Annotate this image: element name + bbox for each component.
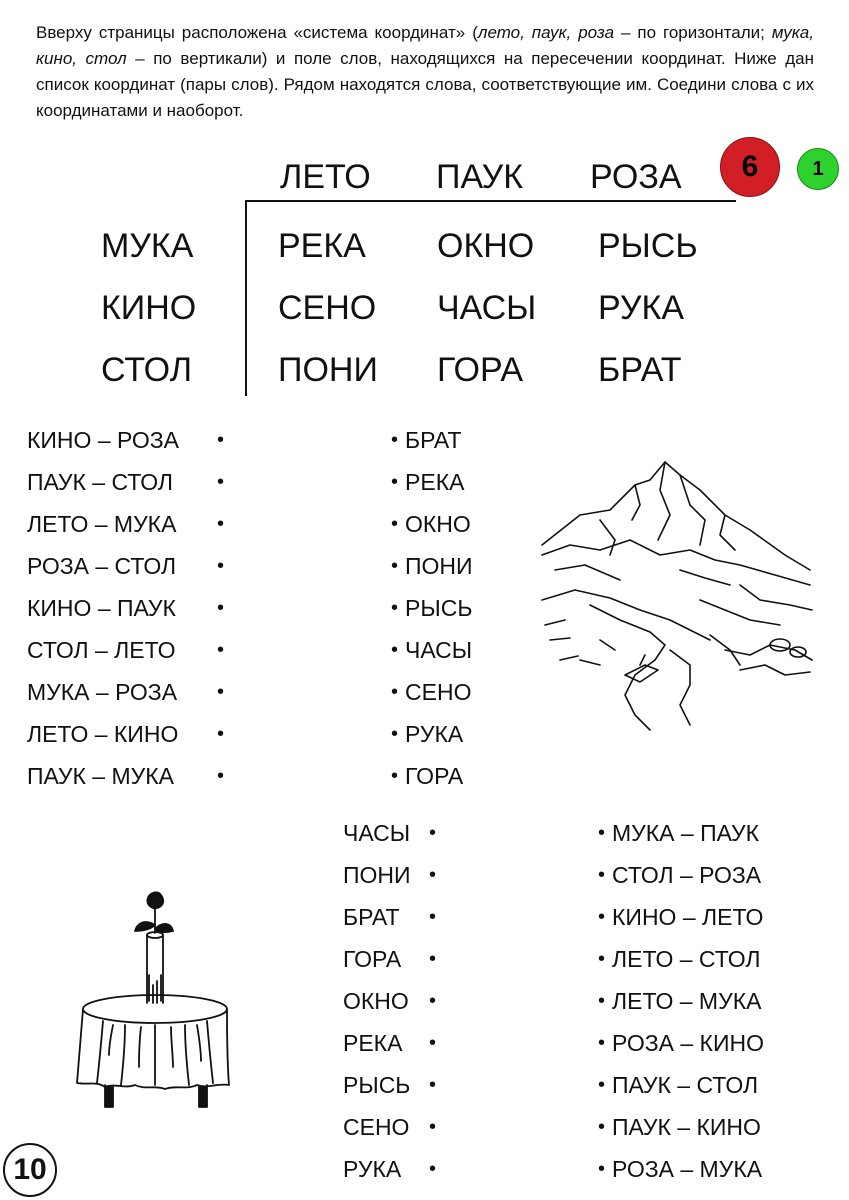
list-item[interactable] (598, 896, 764, 938)
pair-label: ПАУК – СТОЛ (27, 469, 174, 495)
grid-horizontal-axis (246, 200, 736, 202)
instructions-italic-2: мука, кино, стол (36, 23, 814, 68)
sub-number-badge: 1 (797, 148, 839, 190)
word-label: ЧАСЫ (405, 637, 473, 663)
word-label: ОКНО (405, 511, 471, 537)
word-label: РЫСЬ (343, 1072, 411, 1098)
connect-dot[interactable]: • (217, 513, 225, 535)
column-header: ПАУК (436, 158, 524, 196)
grid-cell: РЕКА (278, 227, 366, 265)
row-header: КИНО (101, 289, 197, 327)
connect-dot[interactable]: • (217, 723, 225, 745)
list-item[interactable] (343, 1022, 436, 1064)
list-item[interactable] (27, 629, 224, 671)
instructions-semicolon: ; (760, 23, 765, 42)
pair-label: ЛЕТО – КИНО (27, 721, 179, 747)
word-label: ПОНИ (405, 553, 473, 579)
instructions-part-2: – по горизонтали (614, 23, 761, 42)
row-header: СТОЛ (101, 351, 193, 389)
list-item[interactable] (27, 587, 224, 629)
list-item[interactable] (391, 545, 473, 587)
connect-dot[interactable]: • (217, 597, 225, 619)
word-label: РУКА (405, 721, 464, 747)
list-item[interactable] (391, 755, 473, 797)
connect-dot[interactable]: • (217, 681, 225, 703)
pair-label: ПАУК – СТОЛ (612, 1072, 759, 1098)
task-number-badge: 6 (720, 137, 780, 197)
word-label: ГОРА (343, 946, 402, 972)
column-header: РОЗА (590, 158, 682, 196)
list-item[interactable] (391, 713, 473, 755)
word-label: РЕКА (343, 1030, 403, 1056)
connect-dot[interactable]: • (429, 948, 437, 970)
list-item[interactable] (391, 629, 473, 671)
connect-dot[interactable]: • (391, 513, 399, 535)
word-label: БРАТ (343, 904, 400, 930)
list-item[interactable] (598, 938, 764, 980)
connect-dot[interactable]: • (391, 429, 399, 451)
column-header: ЛЕТО (280, 158, 371, 196)
connect-dot[interactable]: • (391, 681, 399, 703)
list-item[interactable] (598, 980, 764, 1022)
connect-dot[interactable]: • (391, 765, 399, 787)
connect-dot[interactable]: • (429, 1074, 437, 1096)
pair-label: КИНО – РОЗА (27, 427, 179, 453)
word-label: РЕКА (405, 469, 465, 495)
list-item[interactable] (343, 1106, 436, 1148)
task1-pairs-list (27, 419, 224, 797)
list-item[interactable] (391, 671, 473, 713)
connect-dot[interactable]: • (217, 471, 225, 493)
list-item[interactable] (343, 980, 436, 1022)
list-item[interactable] (27, 671, 224, 713)
connect-dot[interactable]: • (429, 864, 437, 886)
word-label: ПОНИ (343, 862, 411, 888)
pair-label: КИНО – ПАУК (27, 595, 176, 621)
list-item[interactable] (391, 461, 473, 503)
grid-vertical-axis (245, 200, 247, 396)
pair-label: ЛЕТО – МУКА (612, 988, 762, 1014)
grid-cell: ПОНИ (278, 351, 378, 389)
pair-label: МУКА – РОЗА (27, 679, 178, 705)
pair-label: ЛЕТО – МУКА (27, 511, 177, 537)
task2-pairs-list (598, 812, 764, 1190)
connect-dot[interactable]: • (429, 1158, 437, 1180)
grid-cell: ЧАСЫ (437, 289, 537, 327)
connect-dot[interactable]: • (217, 555, 225, 577)
word-label: СЕНО (343, 1114, 410, 1140)
list-item[interactable] (27, 713, 224, 755)
connect-dot[interactable]: • (598, 906, 606, 928)
connect-dot[interactable]: • (429, 906, 437, 928)
row-header: МУКА (101, 227, 194, 265)
word-label: ГОРА (405, 763, 464, 789)
connect-dot[interactable]: • (429, 1032, 437, 1054)
pair-label: РОЗА – СТОЛ (27, 553, 177, 579)
list-item[interactable] (598, 1148, 764, 1190)
connect-dot[interactable]: • (598, 1158, 606, 1180)
list-item[interactable] (27, 545, 224, 587)
instructions-part-3: – по вертикали) и поле слов, находящихся на пересечении координат. Ниже дан список координат (пары слов). Рядом находятся слова, соответствующие им. Соедини слова с их координатами и наоборот. (36, 49, 814, 120)
grid-cell: БРАТ (598, 351, 682, 389)
list-item[interactable] (598, 812, 764, 854)
connect-dot[interactable]: • (217, 765, 225, 787)
task1-words-list (391, 419, 473, 797)
list-item[interactable] (343, 1148, 436, 1190)
grid-cell: РЫСЬ (598, 227, 698, 265)
word-label: СЕНО (405, 679, 472, 705)
connect-dot[interactable]: • (598, 990, 606, 1012)
pair-label: ЛЕТО – СТОЛ (612, 946, 761, 972)
mountain-river-illustration (540, 460, 815, 735)
connect-dot[interactable]: • (391, 723, 399, 745)
grid-cell: СЕНО (278, 289, 377, 327)
word-label: РУКА (343, 1156, 402, 1182)
list-item[interactable] (27, 419, 224, 461)
pair-label: КИНО – ЛЕТО (612, 904, 764, 930)
pair-label: ПАУК – КИНО (612, 1114, 761, 1140)
list-item[interactable] (343, 812, 436, 854)
connect-dot[interactable]: • (598, 1032, 606, 1054)
connect-dot[interactable]: • (217, 639, 225, 661)
list-item[interactable] (343, 938, 436, 980)
instructions-italic-1: лето, паук, роза (477, 23, 615, 42)
list-item[interactable] (391, 503, 473, 545)
pair-label: МУКА – ПАУК (612, 820, 759, 846)
pair-label: ПАУК – МУКА (27, 763, 174, 789)
list-item[interactable] (391, 419, 473, 461)
word-label: РЫСЬ (405, 595, 473, 621)
list-item[interactable] (27, 755, 224, 797)
list-item[interactable] (391, 587, 473, 629)
connect-dot[interactable]: • (598, 1074, 606, 1096)
word-label: ОКНО (343, 988, 409, 1014)
connect-dot[interactable]: • (598, 864, 606, 886)
list-item[interactable] (598, 854, 764, 896)
connect-dot[interactable]: • (429, 822, 437, 844)
connect-dot[interactable]: • (429, 1116, 437, 1138)
pair-label: РОЗА – КИНО (612, 1030, 764, 1056)
pair-label: СТОЛ – РОЗА (612, 862, 762, 888)
list-item[interactable] (27, 461, 224, 503)
grid-cell: ГОРА (437, 351, 524, 389)
instructions (36, 20, 814, 124)
connect-dot[interactable]: • (391, 639, 399, 661)
grid-cell: РУКА (598, 289, 685, 327)
list-item[interactable] (598, 1106, 764, 1148)
grid-cell: ОКНО (437, 227, 535, 265)
connect-dot[interactable]: • (391, 555, 399, 577)
connect-dot[interactable]: • (391, 597, 399, 619)
table-with-flower-illustration (75, 885, 235, 1115)
task2-words-list (343, 812, 436, 1190)
instructions-part-1: Вверху страницы расположена «система координат» ( (36, 23, 478, 42)
pair-label: РОЗА – МУКА (612, 1156, 763, 1182)
pair-label: СТОЛ – ЛЕТО (27, 637, 176, 663)
list-item[interactable] (343, 896, 436, 938)
connect-dot[interactable]: • (598, 822, 606, 844)
connect-dot[interactable]: • (598, 1116, 606, 1138)
list-item[interactable] (343, 1064, 436, 1106)
list-item[interactable] (27, 503, 224, 545)
connect-dot[interactable]: • (391, 471, 399, 493)
list-item[interactable] (343, 854, 436, 896)
word-label: ЧАСЫ (343, 820, 411, 846)
connect-dot[interactable]: • (598, 948, 606, 970)
list-item[interactable] (598, 1064, 764, 1106)
word-label: БРАТ (405, 427, 462, 453)
connect-dot[interactable]: • (217, 429, 225, 451)
list-item[interactable] (598, 1022, 764, 1064)
connect-dot[interactable]: • (429, 990, 437, 1012)
page-number: 10 (3, 1143, 57, 1197)
